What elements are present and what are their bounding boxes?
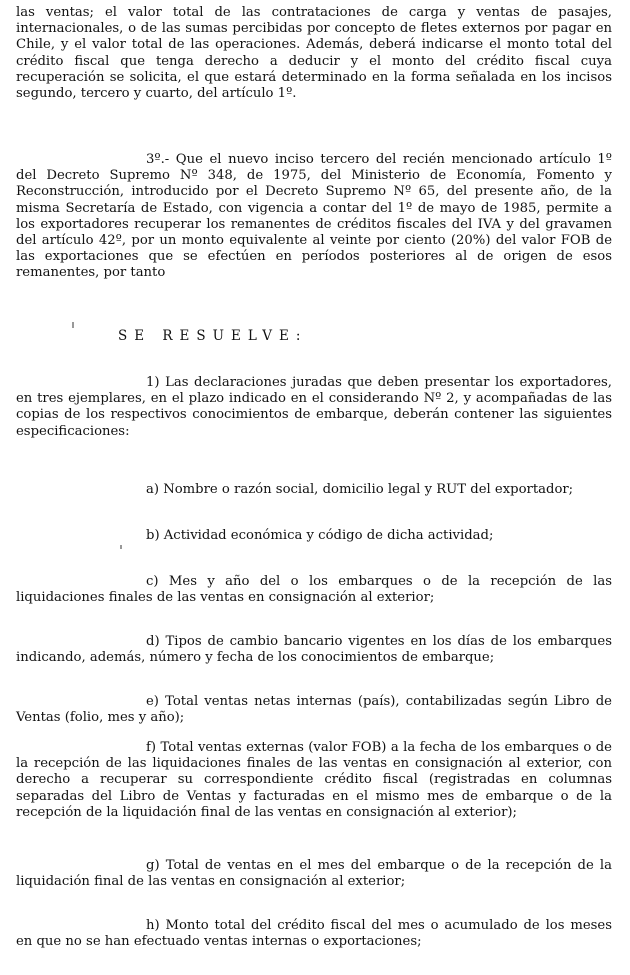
scan-mark [72, 322, 74, 328]
paragraph-considerando-3: 3º.- Que el nuevo inciso tercero del recién mencionado artículo 1º del Decreto Supremo Nº 348, de 1975, del Ministerio de Economía, Fomento y Reconstrucción, introducido por el Decreto Supremo Nº 65, del presente año, de la misma Secretaría de Estado, con vigencia a contar del 1º de mayo de 1985, permite a los exportadores recuperar los remanentes de créditos fiscales del IVA y del gravamen del artículo 42º, por un monto equivalente al veinte por ciento (20%) del valor FOB de las exportaciones que se efectúen en períodos posteriores al de origen de esos remanentes, por tanto [16, 152, 612, 281]
item-a: a) Nombre o razón social, domicilio legal y RUT del exportador; [146, 482, 574, 497]
item-f: f) Total ventas externas (valor FOB) a la fecha de los embarques o de la recepción de las liquidaciones finales de las ventas en consignación al exterior, con derecho a recuperar su correspondiente crédito fiscal (registradas en columnas separadas del Libro de Ventas y facturadas en el mismo mes de embarque o de la recepción de la liquidación final de las ventas en consignación al exterior); [16, 740, 612, 820]
paragraph-intro: las ventas; el valor total de las contrataciones de carga y ventas de pasajes, internacionales, o de las sumas percibidas por concepto de fletes externos por pagar en Chile, y el valor total de las operaciones. Además, deberá indicarse el monto total del crédito fiscal que tenga derecho a deducir y el monto del crédito fiscal cuya recuperación se solicita, el que estará determinado en la forma señalada en los incisos segundo, tercero y cuarto, del artículo 1º. [16, 5, 612, 102]
item-b: b) Actividad económica y código de dicha actividad; [146, 528, 494, 543]
item-h: h) Monto total del crédito fiscal del mes o acumulado de los meses en que no se han efectuado ventas internas o exportaciones; [16, 918, 612, 950]
item-d: d) Tipos de cambio bancario vigentes en los días de los embarques indicando, además, número y fecha de los conocimientos de embarque; [16, 634, 612, 666]
paragraph-resolution-1: 1) Las declaraciones juradas que deben presentar los exportadores, en tres ejemplares, en el plazo indicado en el considerando Nº 2, y acompañadas de las copias de los respectivos conocimientos de embarque, deberán contener las siguientes especificaciones: [16, 375, 612, 439]
item-e: e) Total ventas netas internas (país), contabilizadas según Libro de Ventas (folio, mes y año); [16, 694, 612, 726]
item-g: g) Total de ventas en el mes del embarque o de la recepción de la liquidación final de las ventas en consignación al exterior; [16, 858, 612, 890]
item-c: c) Mes y año del o los embarques o de la recepción de las liquidaciones finales de las ventas en consignación al exterior; [16, 574, 612, 606]
scan-mark [120, 545, 122, 549]
heading-se-resuelve: SE RESUELVE: [118, 328, 308, 344]
